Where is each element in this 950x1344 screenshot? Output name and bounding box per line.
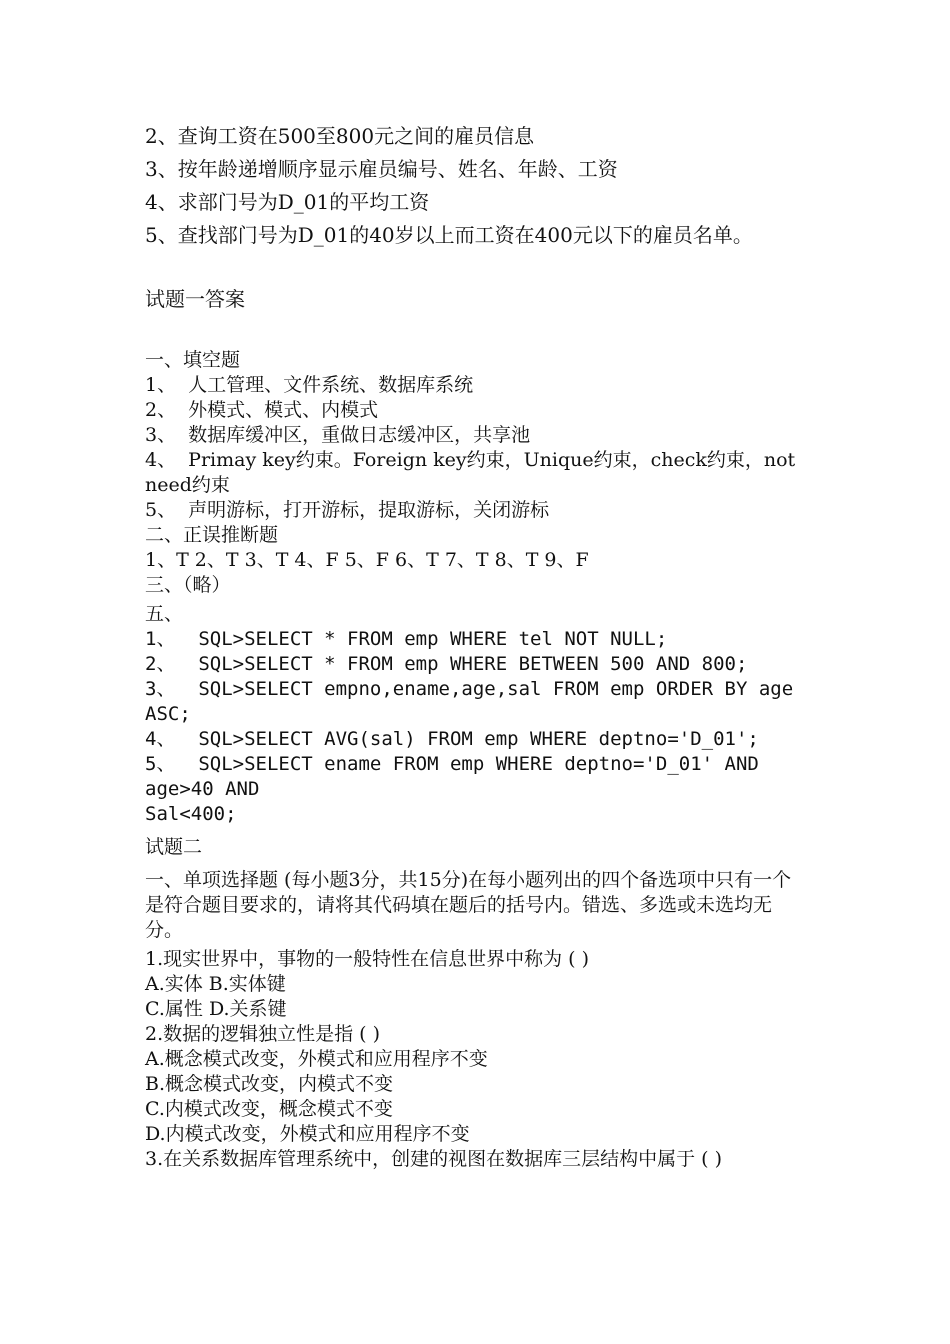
exam2-item: B.概念模式改变，内模式不变 [145,1073,394,1095]
sql-answer: 4、 SQL>SELECT AVG(sal) FROM emp WHERE deptno='D_01'; [145,728,759,750]
sql-answer: 3、 SQL>SELECT empno,ename,age,sal FROM emp ORDER BY age ASC; [145,678,805,725]
exam2-item: 1.现实世界中，事物的一般特性在信息世界中称为 ( ) [145,948,590,970]
fill-heading: 一、填空题 [145,349,241,371]
question-list [145,120,805,252]
exam2-item: 3.在关系数据库管理系统中，创建的视图在数据库三层结构中属于 ( ) [145,1148,723,1170]
exam2-item: A.概念模式改变，外模式和应用程序不变 [145,1048,488,1070]
sql-answer: 1、 SQL>SELECT * FROM emp WHERE tel NOT NULL; [145,628,668,650]
exam2-section [145,835,805,1172]
exam2-title: 试题二 [145,836,203,858]
sql-answer-continued: Sal<400; [145,803,237,825]
exam2-item: 2.数据的逻辑独立性是指 ( ) [145,1023,381,1045]
exam2-section1-intro: 一、单项选择题 (每小题3分，共15分)在每小题列出的四个备选项中只有一个是符合题目要求的，请将其代码填在题后的括号内。错选、多选或未选均无分。 [145,869,792,941]
fill-item: 3、 数据库缓冲区，重做日志缓冲区，共享池 [145,424,531,446]
answers-section [145,348,805,827]
question-item: 5、查找部门号为D_01的40岁以上而工资在400元以下的雇员名单。 [145,223,753,247]
fill-item: 4、 Primay key约束。Foreign key约束，Unique约束，check约束，not need约束 [145,449,802,496]
exam2-item: A.实体 B.实体键 [145,973,286,995]
fill-item: 5、 声明游标，打开游标，提取游标，关闭游标 [145,499,550,521]
question-item: 3、按年龄递增顺序显示雇员编号、姓名、年龄、工资 [145,157,618,181]
question-item: 2、查询工资在500至800元之间的雇员信息 [145,124,535,148]
exam2-item: D.内模式改变，外模式和应用程序不变 [145,1123,470,1145]
answers-title: 试题一答案 [145,287,245,311]
fill-item: 1、 人工管理、文件系统、数据库系统 [145,374,474,396]
question-item: 4、求部门号为D_01的平均工资 [145,190,430,214]
exam2-item: C.内模式改变，概念模式不变 [145,1098,393,1120]
sql-answer: 5、 SQL>SELECT ename FROM emp WHERE deptno='D_01' AND [145,753,759,775]
section-three-heading: 三、（略） [145,574,231,596]
tf-heading: 二、正误推断题 [145,524,279,546]
exam2-item: C.属性 D.关系键 [145,998,287,1020]
sql-answer: 2、 SQL>SELECT * FROM emp WHERE BETWEEN 500 AND 800; [145,653,748,675]
tf-answers: 1、T 2、T 3、T 4、F 5、F 6、T 7、T 8、T 9、F [145,549,589,571]
sql-answer-continued: age>40 AND [145,778,260,800]
fill-item: 2、 外模式、模式、内模式 [145,399,379,421]
document-page [145,120,805,1172]
section-five-heading: 五、 [145,603,184,625]
